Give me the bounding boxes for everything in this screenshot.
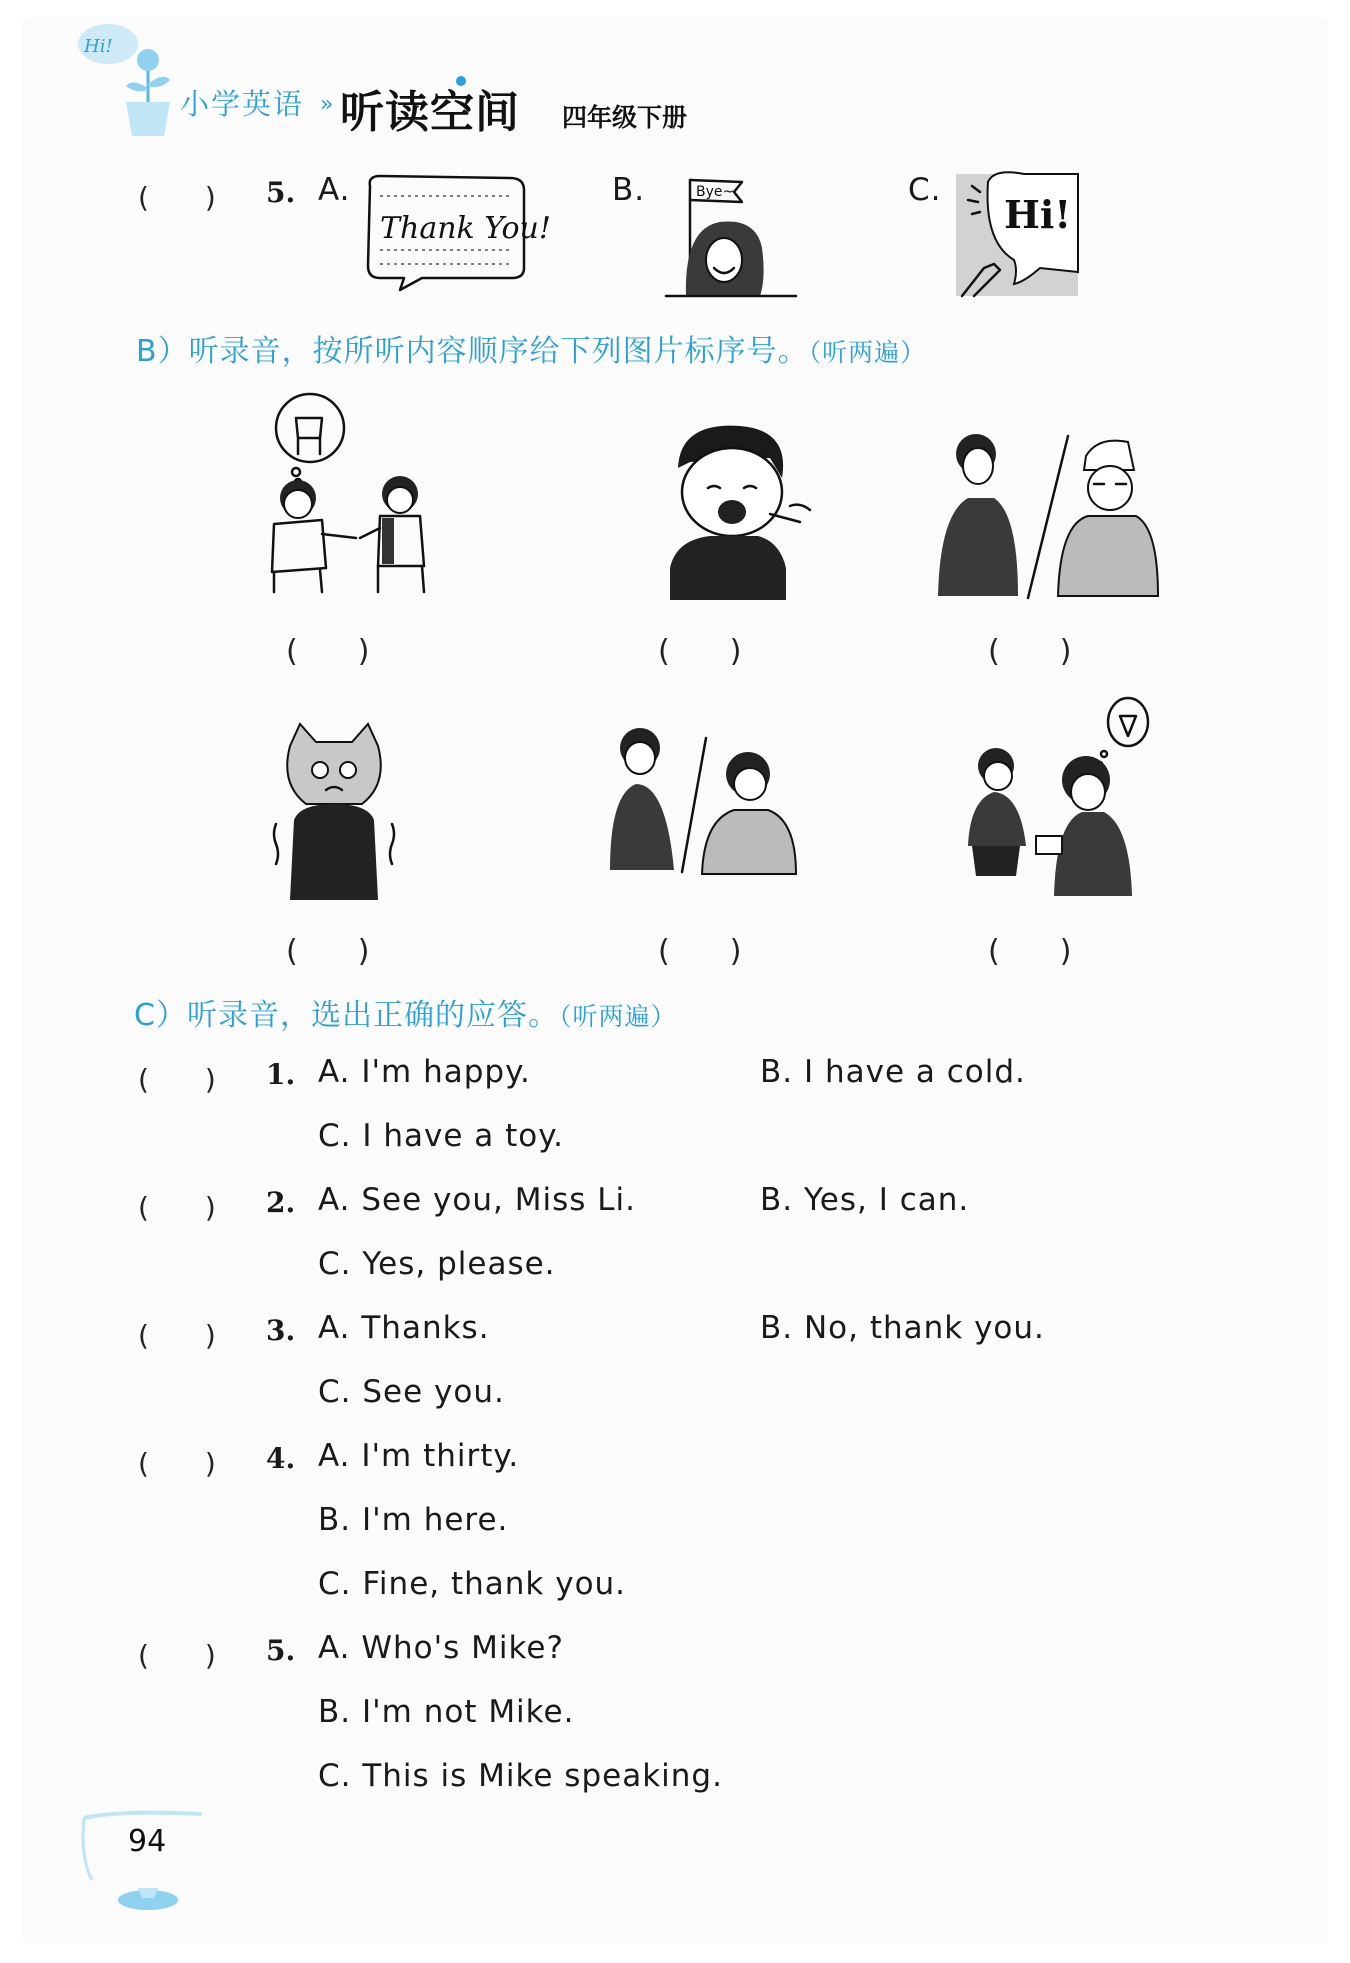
answer-blank[interactable]: ( ) [138, 181, 216, 214]
option-b-label: B. [612, 172, 646, 208]
option-b: B. I have a cold. [760, 1054, 1026, 1090]
option-b: B. I'm here. [318, 1502, 509, 1538]
dot-icon [456, 76, 466, 86]
grade-label: 四年级下册 [562, 103, 688, 132]
picture-ice-cream-offer [954, 696, 1154, 904]
option-b: B. Yes, I can. [760, 1182, 970, 1218]
bubble-text: Hi! [1004, 192, 1072, 237]
picture-cat-cold [270, 724, 398, 904]
section-c-heading [134, 990, 676, 1034]
picture-boys-chair [252, 388, 452, 598]
option-a: A. I'm thirty. [318, 1438, 520, 1474]
picture-5-answer-blank[interactable]: ( ) [658, 934, 742, 969]
answer-blank[interactable]: ( ) [138, 1063, 216, 1096]
option-a: A. I'm happy. [318, 1054, 531, 1090]
picture-6-answer-blank[interactable]: ( ) [988, 934, 1072, 969]
option-b: B. I'm not Mike. [318, 1694, 575, 1730]
question-number: 1. [266, 1058, 296, 1091]
option-c: C. Fine, thank you. [318, 1566, 627, 1602]
section-c-title: C）听录音，选出正确的应答。 [134, 998, 559, 1033]
picture-phone-call-adults [928, 428, 1160, 600]
series-title: 小学英语 [180, 87, 305, 121]
option-c-label: C. [908, 172, 942, 208]
picture-1-answer-blank[interactable]: ( ) [286, 634, 370, 669]
card-text: Thank You! [380, 211, 551, 246]
flowerpot-logo [70, 18, 190, 138]
bye-flag-character-illustration [656, 168, 806, 300]
answer-blank[interactable]: ( ) [138, 1447, 216, 1480]
logo-text: Hi! [84, 36, 113, 57]
picture-boy-sneezing [650, 418, 820, 600]
picture-phone-call-children [596, 724, 800, 874]
picture-3-answer-blank[interactable]: ( ) [988, 634, 1072, 669]
hi-speech-illustration [954, 172, 1080, 298]
option-c: C. This is Mike speaking. [318, 1758, 723, 1794]
page-number: 94 [128, 1824, 167, 1859]
option-c: C. Yes, please. [318, 1246, 556, 1282]
answer-blank[interactable]: ( ) [138, 1191, 216, 1224]
option-b: B. No, thank you. [760, 1310, 1045, 1346]
section-c-note: （听两遍） [558, 1002, 677, 1031]
answer-blank[interactable]: ( ) [138, 1319, 216, 1352]
question-number: 5. [266, 176, 296, 209]
thank-you-card-illustration [360, 172, 551, 296]
worksheet-page [22, 18, 1328, 1944]
option-c: C. See you. [318, 1374, 505, 1410]
section-b-heading [136, 326, 926, 370]
question-number: 2. [266, 1186, 296, 1219]
option-a-label: A. [318, 172, 351, 208]
question-number: 4. [266, 1442, 296, 1475]
question-number: 3. [266, 1314, 296, 1347]
flag-text: Bye~ [696, 184, 735, 200]
section-b-note: （听两遍） [808, 338, 927, 367]
brand-title: 听读空间 [340, 87, 520, 138]
answer-blank[interactable]: ( ) [138, 1639, 216, 1672]
chevron-decoration-icon: » [320, 92, 334, 117]
picture-2-answer-blank[interactable]: ( ) [658, 634, 742, 669]
option-a: A. Thanks. [318, 1310, 490, 1346]
picture-4-answer-blank[interactable]: ( ) [286, 934, 370, 969]
option-a: A. See you, Miss Li. [318, 1182, 636, 1218]
section-b-title: B）听录音，按所听内容顺序给下列图片标序号。 [136, 334, 809, 369]
option-a: A. Who's Mike? [318, 1630, 564, 1666]
question-number: 5. [266, 1634, 296, 1667]
option-c: C. I have a toy. [318, 1118, 565, 1154]
